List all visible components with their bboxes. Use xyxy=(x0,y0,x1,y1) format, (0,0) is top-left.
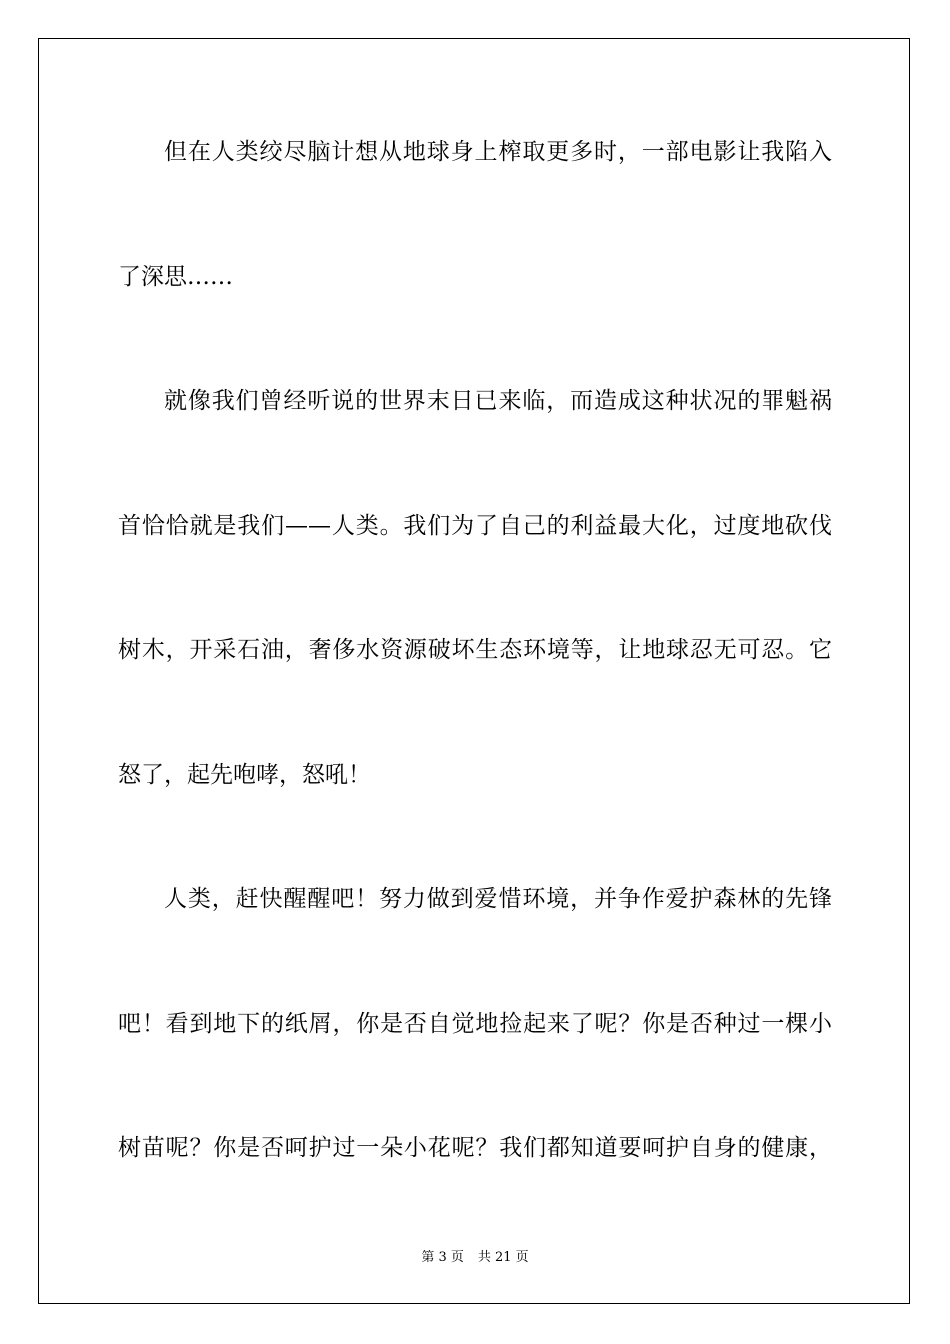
paragraph-3-line-2: 吧！看到地下的纸屑，你是否自觉地捡起来了呢？你是否种过一棵小 xyxy=(118,1010,832,1037)
page-footer xyxy=(0,1246,950,1265)
page-number: 第 3 页 xyxy=(421,1250,464,1265)
paragraph-2-line-3: 树木，开采石油，奢侈水资源破坏生态环境等，让地球忍无可忍。它 xyxy=(118,637,832,663)
paragraph-3-line-1: 人类，赶快醒醒吧！努力做到爱惜环境，并争作爱护森林的先锋 xyxy=(164,886,832,912)
document-body xyxy=(118,124,832,1245)
page-total: 共 21 页 xyxy=(477,1250,529,1265)
paragraph-3-line-3: 树苗呢？你是否呵护过一朵小花呢？我们都知道要呵护自身的健康， xyxy=(118,1135,832,1161)
paragraph-1-line-2: 了深思…… xyxy=(118,263,233,290)
paragraph-2-line-4: 怒了，起先咆哮，怒吼！ xyxy=(118,761,371,788)
paragraph-1-line-1: 但在人类绞尽脑计想从地球身上榨取更多时，一部电影让我陷入 xyxy=(164,139,832,165)
paragraph-2-line-2: 首恰恰就是我们——人类。我们为了自己的利益最大化，过度地砍伐 xyxy=(118,512,832,539)
paragraph-2-line-1: 就像我们曾经听说的世界末日已来临，而造成这种状况的罪魁祸 xyxy=(164,388,832,414)
